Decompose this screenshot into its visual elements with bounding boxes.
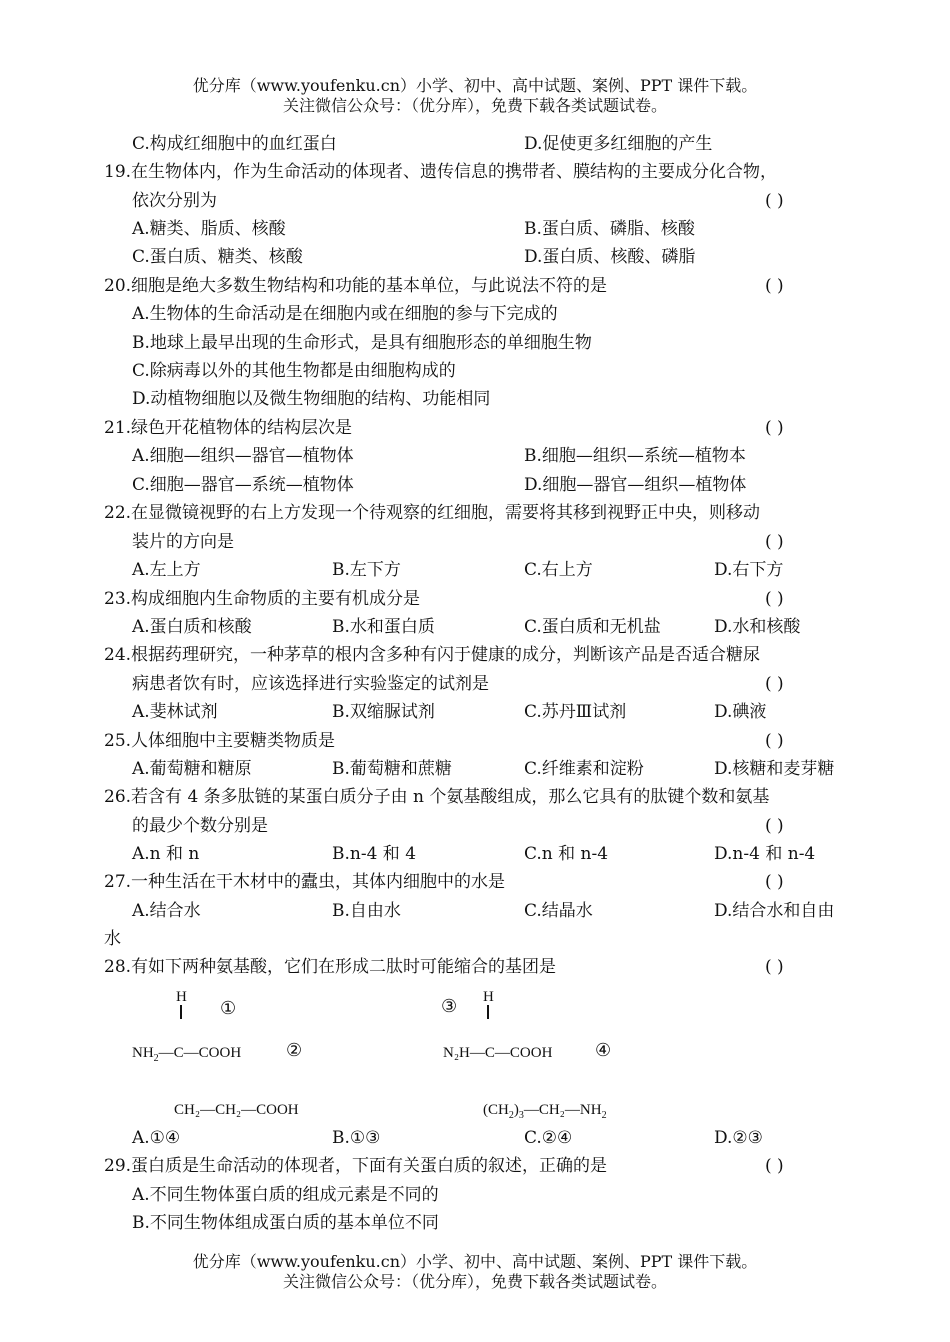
q25-option-d: D.核糖和麦芽糖 — [714, 759, 835, 779]
q24-stem-line1: 24.根据药理研究，一种茅草的根内含多种有闪于健康的成分，判断该产品是否适合糖尿 — [104, 645, 761, 665]
struct2-side-chain — [483, 1101, 607, 1125]
struct2-side-sub-nh2: 2 — [601, 1110, 607, 1121]
q24-option-a: A.斐林试剂 — [132, 702, 218, 722]
marker-1: ① — [220, 998, 237, 1019]
q27-option-c: C.结晶水 — [524, 901, 593, 921]
q24-option-b: B.双缩脲试剂 — [332, 702, 435, 722]
q20-option-c: C.除病毒以外的其他生物都是由细胞构成的 — [132, 361, 456, 381]
q25-answer-bracket: ( ) — [765, 731, 784, 751]
q28-option-d: D.②③ — [714, 1128, 763, 1148]
struct2-main-chain: N₂H—C—COOH — [443, 1045, 553, 1061]
q19-stem-line1: 19.在生物体内，作为生命活动的体现者、遗传信息的携带者、膜结构的主要成分化合物， — [104, 162, 778, 182]
struct1-amino: NH — [132, 1045, 154, 1061]
marker-2: ② — [286, 1040, 303, 1061]
q29-answer-bracket: ( ) — [765, 1156, 784, 1176]
struct2-hydrogen: H — [483, 989, 494, 1005]
q24-option-c: C.苏丹Ⅲ试剂 — [524, 702, 627, 722]
q21-option-b: B.细胞—组织—系统—植物本 — [524, 446, 746, 466]
q21-stem: 21.绿色开花植物体的结构层次是 — [104, 418, 353, 438]
q20-answer-bracket: ( ) — [765, 276, 784, 296]
q19-option-c: C.蛋白质、糖类、核酸 — [132, 247, 303, 267]
struct2-side-b: ) — [513, 1102, 519, 1118]
q29-option-a: A.不同生物体蛋白质的组成元素是不同的 — [132, 1185, 439, 1205]
q20-option-d: D.动植物细胞以及微生物细胞的结构、功能相同 — [132, 389, 491, 409]
q20-stem: 20.细胞是绝大多数生物结构和功能的基本单位，与此说法不符的是 — [104, 276, 608, 296]
q28-option-b: B.①③ — [332, 1128, 381, 1148]
q22-stem-line1: 22.在显微镜视野的右上方发现一个待观察的红细胞，需要将其移到视野正中央，则移动 — [104, 503, 761, 523]
q28-stem: 28.有如下两种氨基酸，它们在形成二肽时可能缩合的基团是 — [104, 957, 557, 977]
q26-stem-line2: 的最少个数分别是 — [132, 816, 268, 836]
q22-answer-bracket: ( ) — [765, 532, 784, 552]
q21-option-c: C.细胞—器官—系统—植物体 — [132, 475, 354, 495]
q28-option-a: A.①④ — [132, 1128, 181, 1148]
q23-stem: 23.构成细胞内生命物质的主要有机成分是 — [104, 589, 421, 609]
header-line-2: 关注微信公众号：（优分库），免费下载各类试题试卷。 — [282, 96, 667, 115]
q19-option-b: B.蛋白质、磷脂、核酸 — [524, 219, 695, 239]
q27-stem: 27.一种生活在干木材中的蠹虫，其体内细胞中的水是 — [104, 872, 506, 892]
struct2-side-sub-3: 3 — [518, 1110, 524, 1121]
q23-option-a: A.蛋白质和核酸 — [132, 617, 252, 637]
q23-option-c: C.蛋白质和无机盐 — [524, 617, 661, 637]
q27-answer-bracket: ( ) — [765, 872, 784, 892]
q20-option-a: A.生物体的生命活动是在细胞内或在细胞的参与下完成的 — [132, 304, 558, 324]
q26-option-a: A.n 和 n — [132, 844, 200, 864]
q18-option-c: C.构成红细胞中的血红蛋白 — [132, 134, 337, 154]
q20-option-b: B.地球上最早出现的生命形式，是具有细胞形态的单细胞生物 — [132, 333, 592, 353]
q27-option-a: A.结合水 — [132, 901, 201, 921]
struct2-bond-top — [487, 1005, 489, 1019]
q19-option-d: D.蛋白质、核酸、磷脂 — [524, 247, 696, 267]
struct1-backbone: —C—COOH — [158, 1045, 242, 1061]
q25-option-c: C.纤维素和淀粉 — [524, 759, 644, 779]
q26-option-b: B.n-4 和 4 — [332, 844, 417, 864]
struct2-side-a: (CH — [483, 1102, 509, 1118]
q29-option-b: B.不同生物体组成蛋白质的基本单位不同 — [132, 1213, 439, 1233]
footer-line-2: 关注微信公众号：（优分库），免费下载各类试题试卷。 — [282, 1272, 667, 1291]
q28-answer-bracket: ( ) — [765, 957, 784, 977]
q26-stem-line1: 26.若含有 4 条多肽链的某蛋白质分子由 n 个氨基酸组成，那么它具有的肽键个数和氨基 — [104, 787, 770, 807]
struct1-side-chain: CH₂—CH₂—COOH — [174, 1102, 299, 1118]
footer-line-1: 优分库（www.youfenku.cn）小学、初中、高中试题、案例、PPT 课件下载。 — [192, 1252, 758, 1271]
q22-stem-line2: 装片的方向是 — [132, 532, 234, 552]
marker-4: ④ — [595, 1040, 612, 1061]
marker-3: ③ — [441, 996, 458, 1017]
struct1-main-chain — [132, 1044, 241, 1068]
struct2-side-sub-2: 2 — [508, 1110, 514, 1121]
struct1-hydrogen: H — [176, 989, 187, 1005]
q27-option-d: D.结合水和自由 — [714, 901, 835, 921]
q22-option-c: C.右上方 — [524, 560, 593, 580]
q24-answer-bracket: ( ) — [765, 674, 784, 694]
q24-option-d: D.碘液 — [714, 702, 767, 722]
q25-option-a: A.葡萄糖和糖原 — [132, 759, 252, 779]
q26-option-d: D.n-4 和 n-4 — [714, 844, 816, 864]
struct1-bond-top — [180, 1005, 182, 1019]
q29-stem: 29.蛋白质是生命活动的体现者，下面有关蛋白质的叙述，正确的是 — [104, 1156, 608, 1176]
q27-option-b: B.自由水 — [332, 901, 401, 921]
q23-option-d: D.水和核酸 — [714, 617, 801, 637]
q21-option-a: A.细胞—组织—器官—植物体 — [132, 446, 354, 466]
q22-option-a: A.左上方 — [132, 560, 201, 580]
struct1-amino-sub: 2 — [153, 1053, 159, 1064]
q22-option-b: B.左下方 — [332, 560, 401, 580]
q23-answer-bracket: ( ) — [765, 589, 784, 609]
header-line-1: 优分库（www.youfenku.cn）小学、初中、高中试题、案例、PPT 课件下载。 — [192, 76, 758, 95]
q26-answer-bracket: ( ) — [765, 816, 784, 836]
q27-option-d-wrap: 水 — [104, 929, 121, 949]
q19-answer-bracket: ( ) — [765, 191, 784, 211]
struct2-side-c: —CH₂—NH — [523, 1102, 602, 1118]
q19-stem-line2: 依次分别为 — [132, 191, 217, 211]
q24-stem-line2: 病患者饮有时，应该选择进行实验鉴定的试剂是 — [132, 674, 489, 694]
q21-option-d: D.细胞—器官—组织—植物体 — [524, 475, 747, 495]
q18-option-d: D.促使更多红细胞的产生 — [524, 134, 713, 154]
q26-option-c: C.n 和 n-4 — [524, 844, 609, 864]
q25-stem: 25.人体细胞中主要糖类物质是 — [104, 731, 336, 751]
q22-option-d: D.右下方 — [714, 560, 784, 580]
q23-option-b: B.水和蛋白质 — [332, 617, 435, 637]
q21-answer-bracket: ( ) — [765, 418, 784, 438]
q28-option-c: C.②④ — [524, 1128, 573, 1148]
q19-option-a: A.糖类、脂质、核酸 — [132, 219, 286, 239]
q25-option-b: B.葡萄糖和蔗糖 — [332, 759, 452, 779]
